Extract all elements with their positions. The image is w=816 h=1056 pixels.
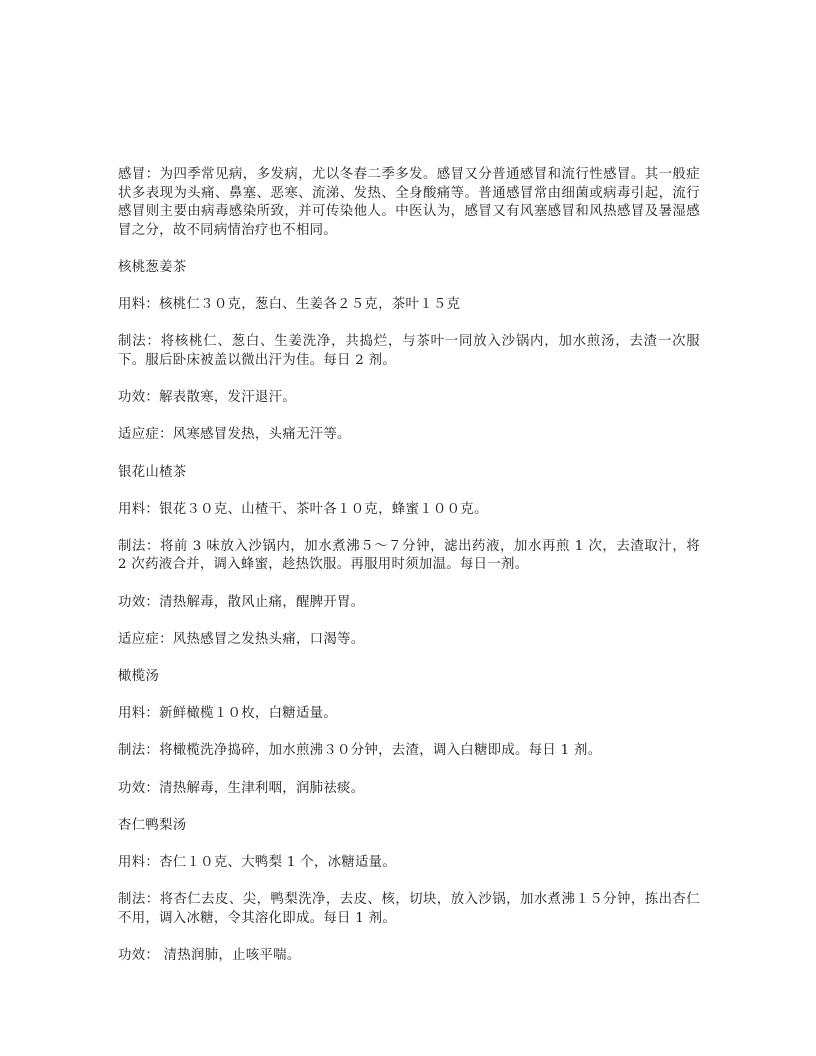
recipe-indication: 适应症：风寒感冒发热，头痛无汗等。 (118, 427, 351, 443)
recipe-effect: 功效：解表散寒，发汗退汗。 (118, 390, 296, 406)
recipe-olive-soup (118, 668, 700, 798)
recipe-honeysuckle-hawthorn-tea (118, 464, 700, 650)
recipe-title: 橄榄汤 (118, 669, 160, 685)
recipe-method: 制法：将核桃仁、葱白、生姜洗净，共捣烂，与茶叶一同放入沙锅内，加水煎汤，去渣一次服下。服后卧床被盖以微出汗为佳。每日 2 剂。 (118, 334, 700, 368)
recipe-almond-pear-soup (118, 817, 700, 966)
recipe-method: 制法：将前 3 味放入沙锅内，加水煮沸５～７分钟，滤出药液，加水再煎 1 次，去渣取汁，将 2 次药液合并，调入蜂蜜，趁热饮服。再服用时须加温。每日一剂。 (118, 538, 700, 573)
recipe-walnut-scallion-ginger-tea (118, 259, 700, 445)
recipe-ingredients: 用料：银花３０克、山楂干、茶叶各１０克，蜂蜜１００克。 (118, 501, 488, 517)
recipe-title: 杏仁鸭梨汤 (118, 817, 187, 833)
recipe-method: 制法：将杏仁去皮、尖，鸭梨洗净，去皮、核，切块，放入沙锅，加水煮沸１５分钟，拣出杏仁不用，调入冰糖，令其溶化即成。每日 1 剂。 (118, 892, 700, 926)
recipe-effect: 功效： 清热润肺，止咳平喘。 (118, 947, 301, 963)
document-page (118, 166, 700, 984)
recipe-effect: 功效：清热解毒，生津利咽，润肺祛痰。 (118, 780, 365, 796)
recipe-title: 核桃葱姜茶 (118, 259, 187, 275)
recipe-effect: 功效：清热解毒，散风止痛，醒脾开胃。 (118, 594, 365, 610)
recipe-ingredients: 用料：核桃仁３０克，葱白、生姜各２５克，茶叶１５克 (118, 297, 461, 313)
recipe-method: 制法：将橄榄洗净捣碎，加水煎沸３０分钟，去渣，调入白糖即成。每日 1 剂。 (118, 743, 602, 759)
recipe-ingredients: 用料：杏仁１０克、大鸭梨 1 个，冰糖适量。 (118, 854, 397, 870)
recipe-title: 银花山楂茶 (118, 464, 187, 480)
recipe-ingredients: 用料：新鲜橄榄１０枚，白糖适量。 (118, 706, 338, 722)
intro-paragraph: 感冒：为四季常见病，多发病，尤以冬春二季多发。感冒又分普通感冒和流行性感冒。其一般症状多表现为头痛、鼻塞、恶寒、流涕、发热、全身酸痛等。普通感冒常由细菌或病毒引起，流行感冒则主要由病毒感染所致，并可传染他人。中医认为，感冒又有风塞感冒和风热感冒及暑湿感冒之分，故不同病情治疗也不相同。 (118, 167, 700, 238)
recipe-indication: 适应症：风热感冒之发热头痛，口渴等。 (118, 631, 365, 647)
